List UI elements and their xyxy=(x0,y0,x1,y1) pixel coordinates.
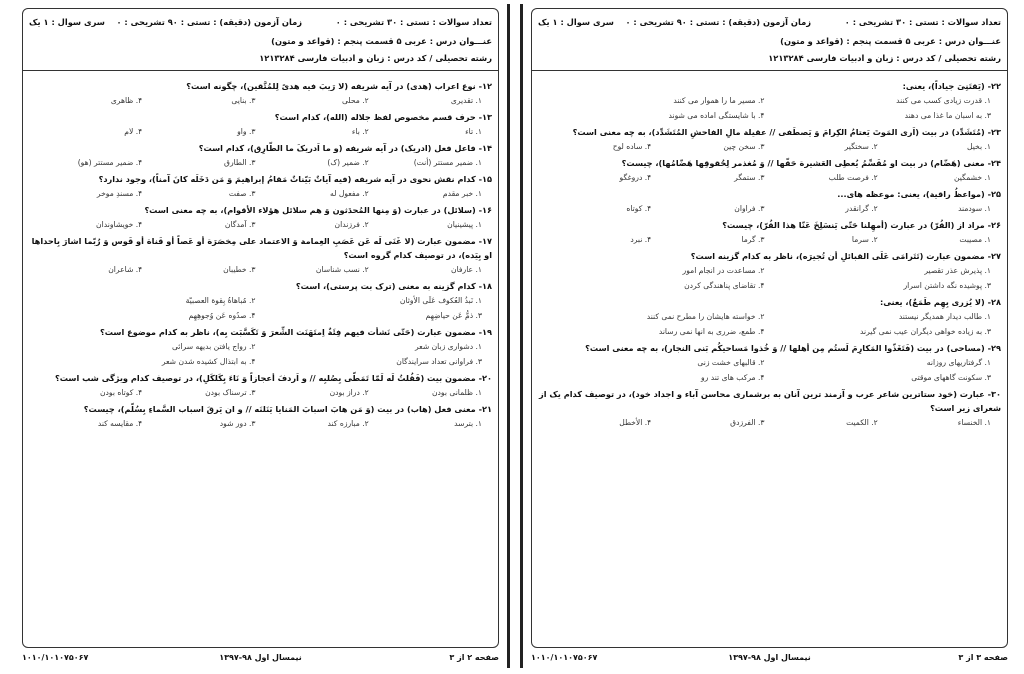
answer-option[interactable]: ۲. مفعول له xyxy=(330,189,369,198)
answer-option[interactable]: ۴. مرکب های تند رو xyxy=(701,373,765,382)
answer-option[interactable]: ۴. تقاضای پناهندگی کردن xyxy=(684,281,765,290)
answer-option[interactable]: ۲. باء xyxy=(351,127,369,136)
options-row xyxy=(538,309,1001,339)
question-block xyxy=(538,387,1001,430)
question-block xyxy=(538,218,1001,247)
answer-option[interactable]: ۳. آمدگان xyxy=(224,220,256,229)
answer-option[interactable]: ۳. فراوانی تعداد سرایندگان xyxy=(396,357,482,366)
options-row xyxy=(29,217,492,232)
answer-option[interactable]: ۲. دراز بودن xyxy=(329,388,369,397)
question-block xyxy=(29,172,492,201)
term-label: نیمسال اول ۹۸-۱۳۹۷ xyxy=(728,652,811,662)
options-row xyxy=(538,170,1001,185)
question-text: ۲۱- معنی فعل (هاب) در بیت (وَ مَن هابَ اسبابَ المَنایا یَنَلنَه // و ان یَرقَ اسباب السَّماءِ بِسُلّم)، چیست؟ xyxy=(83,404,492,414)
question-text: ۱۹- مضمون عبارت (حَتّی نَشأت فیهم فِئَةٌ اِمتَهَنَت الشِّعرَ وَ تَکَسَّبَت بِه)، ناظر به کدام موضوع است؟ xyxy=(100,327,492,337)
exam-series: سری سوال : ۱ یک xyxy=(29,17,105,27)
options-row xyxy=(538,355,1001,385)
question-block xyxy=(538,341,1001,385)
question-block xyxy=(538,187,1001,216)
question-block xyxy=(29,325,492,369)
exam-page-2 xyxy=(14,4,510,668)
answer-option[interactable]: ۳. سکونت گاههای موقتی xyxy=(911,373,991,382)
options-row xyxy=(29,186,492,201)
options-row xyxy=(538,93,1001,123)
question-block xyxy=(538,79,1001,123)
answer-option[interactable]: ۱. ضمیر مستتر (أنت) xyxy=(413,158,482,167)
answer-option[interactable]: ۳. ترسناک بودن xyxy=(205,388,256,397)
answer-option[interactable]: ۲. سختگیر xyxy=(844,142,878,151)
question-text: ۲۶- مراد از (القُرّ) در عبارت (أمهِلنا حَتّی یَنسَلِخَ عَنّا هذا القُرّ)، چیست؟ xyxy=(722,220,1001,230)
question-text: ۱۳- حرف قسم مخصوص لفظ جلاله (الله)، کدام است؟ xyxy=(274,112,492,122)
answer-option[interactable]: ۱. مصیبت xyxy=(959,235,991,244)
questions-list xyxy=(532,75,1007,647)
exam-code: ۱۰۱۰/۱۰۱۰۷۵۰۶۷ xyxy=(22,652,89,662)
answer-option[interactable]: ۴. کوتاه بودن xyxy=(99,388,143,397)
answer-option[interactable]: ۳. الفرزدق xyxy=(730,418,765,427)
options-row xyxy=(29,385,492,400)
answer-option[interactable]: ۴. مقایسه کند xyxy=(97,419,143,428)
answer-option[interactable]: ۱. پذیرش عذر تقصیر xyxy=(924,266,991,275)
questions-list xyxy=(23,75,498,647)
answer-option[interactable]: ۱. تاء xyxy=(465,127,482,136)
answer-option[interactable]: ۱. سودمند xyxy=(958,204,991,213)
options-row xyxy=(538,139,1001,154)
answer-option[interactable]: ۴. صدُوه عَن وُجوهِهِم xyxy=(188,311,256,320)
answer-option[interactable]: ۱. قدرت زیادی کسب می کنند xyxy=(896,96,991,105)
question-text: ۲۳- (مُتَشَدِّد) در بیت (اَری المَوتَ یَعتامُ الکِرامَ وَ یَصطَفی // عقیلة مالِ الفاحشِ المُتَشَدِّد)، به چه معنی است؟ xyxy=(572,127,1001,137)
question-text: ۱۶- (سلائل) در عبارت (وَ مِنها المُحدَثون وَ هم سلائل هؤلاء الأقوام)، به چه معنی است؟ xyxy=(144,205,492,215)
options-row xyxy=(29,416,492,431)
answer-option[interactable]: ۳. گرما xyxy=(741,235,765,244)
answer-option[interactable]: ۱. نَبذُ العُکوف عَلَی الأوثان xyxy=(399,296,482,305)
page-number: صفحه ۲ از ۳ xyxy=(449,652,499,662)
answer-option[interactable]: ۴. ضمیر مستتر (هو) xyxy=(77,158,143,167)
answer-option[interactable]: ۳. سخن چین xyxy=(723,142,765,151)
exam-page-3 xyxy=(520,4,1016,668)
answer-option[interactable]: ۴. ساده لوح xyxy=(612,142,652,151)
answer-option[interactable]: ۳. به زیاده خواهی دیگران عیب نمی گیرند xyxy=(860,327,991,336)
answer-option[interactable]: ۲. محلی xyxy=(342,96,369,105)
answer-option[interactable]: ۳. ستمگر xyxy=(734,173,765,182)
exam-time: زمان آزمون (دقیقه) : تستی : ۹۰ تشریحی : ۰ xyxy=(625,17,811,27)
question-text: ۲۲- (یَقتَنِیَ جیاداً)، یعنی: xyxy=(902,81,1001,91)
question-block xyxy=(29,402,492,431)
question-block xyxy=(29,234,492,277)
options-row xyxy=(29,124,492,139)
options-row xyxy=(29,293,492,323)
answer-option[interactable]: ۲. خواسته هایشان را مطرح نمی کنند xyxy=(646,312,765,321)
question-text: ۲۹- (مساحی) در بیت (فَتَغَذّوا المَکارِمَ لَستُم مِن أهلها // وَ خُذوا مَساحیکُم بَنی النجار)، به چه معنی است؟ xyxy=(585,343,1001,353)
answer-option[interactable]: ۴. الأخطل xyxy=(619,418,652,427)
question-text: ۱۴- فاعل فعل (ادریک) در آیه شریفه (و ما اَدریکَ ما الطّارِق)، کدام است؟ xyxy=(198,143,492,153)
question-block xyxy=(538,249,1001,293)
question-block xyxy=(29,203,492,232)
answer-option[interactable]: ۳. خطیبان xyxy=(223,265,256,274)
course-field: رشته تحصیلی / کد درس : زبان و ادبیات فارسی ۱۲۱۳۲۸۴ xyxy=(259,53,492,63)
answer-option[interactable]: ۴. طمع، ضرری به انها نمی رساند xyxy=(658,327,765,336)
answer-option[interactable]: ۲. فرصت طلب xyxy=(828,173,878,182)
question-text: ۲۰- مضمون بیت (فَقُلتُ لَه لَمّا تَمَطّی بِصُلبِه // و اَردفَ أعجازاً وَ نَاءَ بِکَلکَلِ)، در توصیف کدام ویژگی شب است؟ xyxy=(55,373,492,383)
answer-option[interactable]: ۱. خشمگین xyxy=(953,173,991,182)
answer-option[interactable]: ۱. خبر مقدم xyxy=(442,189,482,198)
term-label: نیمسال اول ۹۸-۱۳۹۷ xyxy=(219,652,302,662)
answer-option[interactable]: ۳. پوشیده نگه داشتن اسرار xyxy=(903,281,991,290)
answer-option[interactable]: ۲. مبارزه کند xyxy=(327,419,369,428)
answer-option[interactable]: ۴. دروغگو xyxy=(619,173,652,182)
question-block xyxy=(29,79,492,108)
question-block xyxy=(538,125,1001,154)
answer-option[interactable]: ۲. قالبهای خشت زنی xyxy=(697,358,765,367)
answer-option[interactable]: ۳. فراوان xyxy=(734,204,765,213)
page-header xyxy=(532,9,1007,71)
question-text: ۱۷- مضمون عبارت (لا غَنَی لَه عَن عَصَبِ العِمامة وَ الاعتماد علی مِخصَرَة أو عَصاً أو قَناة أو قَوس وَ رُبّما اشارَ بِاحداها او بِيَده)، در توصیف کدام گروه است؟ xyxy=(31,236,492,260)
answer-option[interactable]: ۲. رواج یافتن بدیهه سرائی xyxy=(171,342,256,351)
options-row xyxy=(29,93,492,108)
answer-option[interactable]: ۲. مساعدت در انجام امور xyxy=(682,266,765,275)
answer-option[interactable]: ۲. الکمیت xyxy=(846,418,878,427)
answer-option[interactable]: ۳. ذمُّ عَن حیاضِهِم xyxy=(425,311,482,320)
question-text: ۲۸- (لا یُزری بِهِم طَمَعٌ)، یعنی: xyxy=(879,297,1001,307)
question-text: ۱۸- کدام گزینه به معنی (ترک بت پرستی)، است؟ xyxy=(295,281,492,291)
page-footer xyxy=(22,648,499,666)
exam-time: زمان آزمون (دقیقه) : تستی : ۹۰ تشریحی : ۰ xyxy=(116,17,302,27)
answer-option[interactable]: ۱. دشواری زبان شعر xyxy=(414,342,482,351)
answer-option[interactable]: ۲. سرما xyxy=(851,235,878,244)
question-text: ۱۵- کدام نقش نحوی در آیه شریفه (فیه آیاتٌ بَیّناتٌ مَقامُ إبراهیمَ وَ مَن دَخَلَه کانَ آمناً)، وجود ندارد؟ xyxy=(98,174,492,184)
answer-option[interactable]: ۴. ظاهری xyxy=(110,96,143,105)
answer-option[interactable]: ۱. الخنساء xyxy=(957,418,991,427)
answer-option[interactable]: ۴. خویشاوندان xyxy=(96,220,143,229)
answer-option[interactable]: ۳. الطارق xyxy=(224,158,256,167)
options-row xyxy=(29,155,492,170)
question-count: تعداد سوالات : تستی : ۳۰ تشریحی : ۰ xyxy=(335,17,492,27)
answer-option[interactable]: ۱. بخیل xyxy=(967,142,991,151)
answer-option[interactable]: ۳. به اسبان ما غذا می دهند xyxy=(904,111,991,120)
answer-option[interactable]: ۱. عارفان xyxy=(451,265,482,274)
course-title: عنـــوان درس : عربی ۵ قسمت پنجم : (قواعد و متون) xyxy=(271,36,492,46)
options-row xyxy=(29,339,492,369)
answer-option[interactable]: ۲. مُباهاةُ بِقوة العصبيّة xyxy=(185,296,256,305)
options-row xyxy=(538,201,1001,216)
answer-option[interactable]: ۴. به ابتذال کشیده شدن شعر xyxy=(161,357,256,366)
page-frame xyxy=(22,8,499,648)
exam-code: ۱۰۱۰/۱۰۱۰۷۵۰۶۷ xyxy=(531,652,598,662)
exam-series: سری سوال : ۱ یک xyxy=(538,17,614,27)
question-block xyxy=(538,156,1001,185)
options-row xyxy=(538,415,1001,430)
answer-option[interactable]: ۴. کوتاه xyxy=(626,204,652,213)
answer-option[interactable]: ۲. نسب شناسان xyxy=(315,265,369,274)
answer-option[interactable]: ۴. لام xyxy=(124,127,143,136)
answer-option[interactable]: ۱. پیشینیان xyxy=(447,220,482,229)
course-title: عنـــوان درس : عربی ۵ قسمت پنجم : (قواعد و متون) xyxy=(780,36,1001,46)
question-text: ۲۵- (مواعظُ راقیة)، یعنی: موعظه های... xyxy=(837,189,1001,199)
question-text: ۲۴- معنی (هَضّام) در بیت او مُقَسِّمُ یُعطِی العَشیرة حَقّها // وَ مُغذمر لِحُقوقِها هَضّامُها)، چیست؟ xyxy=(621,158,1001,168)
answer-option[interactable]: ۲. گرانقدر xyxy=(845,204,878,213)
answer-option[interactable]: ۱. طالب دیدار همدیگر نیستند xyxy=(898,312,991,321)
question-block xyxy=(538,295,1001,339)
page-frame xyxy=(531,8,1008,648)
answer-option[interactable]: ۳. صفت xyxy=(228,189,256,198)
answer-option[interactable]: ۳. واو xyxy=(237,127,256,136)
options-row xyxy=(538,232,1001,247)
question-text: ۱۲- نوع اعراب (هدی) در آیه شریفه (لا رَیبَ فیه هدیً لِلمُتَّقین)، چگونه است؟ xyxy=(186,81,492,91)
page-footer xyxy=(531,648,1008,666)
answer-option[interactable]: ۲. فرزندان xyxy=(334,220,369,229)
answer-option[interactable]: ۱. تقدیری xyxy=(450,96,482,105)
answer-option[interactable]: ۴. با شایستگی اماده می شوند xyxy=(668,111,765,120)
options-row xyxy=(538,263,1001,293)
answer-option[interactable]: ۳. دور شود xyxy=(219,419,256,428)
question-text: ۲۷- مضمون عبارت (تَتَرامَی عَلَی القبائلِ أن تُجیرَه)، ناظر به کدام گزینه است؟ xyxy=(690,251,1001,261)
page-number: صفحه ۳ از ۳ xyxy=(958,652,1008,662)
course-field: رشته تحصیلی / کد درس : زبان و ادبیات فارسی ۱۲۱۳۲۸۴ xyxy=(768,53,1001,63)
answer-option[interactable]: ۴. شاعران xyxy=(108,265,143,274)
answer-option[interactable]: ۲. مسیر ما را هموار می کنند xyxy=(673,96,765,105)
question-block xyxy=(29,141,492,170)
options-row xyxy=(29,262,492,277)
question-block xyxy=(29,279,492,323)
answer-option[interactable]: ۱. گرفتاریهای روزانه xyxy=(926,358,991,367)
answer-option[interactable]: ۲. ضمیر (ک) xyxy=(327,158,369,167)
answer-option[interactable]: ۳. بنایی xyxy=(231,96,256,105)
question-block xyxy=(29,110,492,139)
question-text: ۳۰- عبارت (خود ستاترین شاعر عرب و آزمند ترین آنان به برشماری محاسن آباء و اجداد خود)، در توصیف کدام یک از شعرای زیر است؟ xyxy=(539,389,1001,413)
question-count: تعداد سوالات : تستی : ۳۰ تشریحی : ۰ xyxy=(844,17,1001,27)
page-header xyxy=(23,9,498,71)
answer-option[interactable]: ۴. مسندِ موخر xyxy=(96,189,143,198)
answer-option[interactable]: ۴. نبرد xyxy=(630,235,652,244)
answer-option[interactable]: ۱. بترسد xyxy=(454,419,482,428)
answer-option[interactable]: ۱. ظلمانی بودن xyxy=(431,388,482,397)
question-block xyxy=(29,371,492,400)
